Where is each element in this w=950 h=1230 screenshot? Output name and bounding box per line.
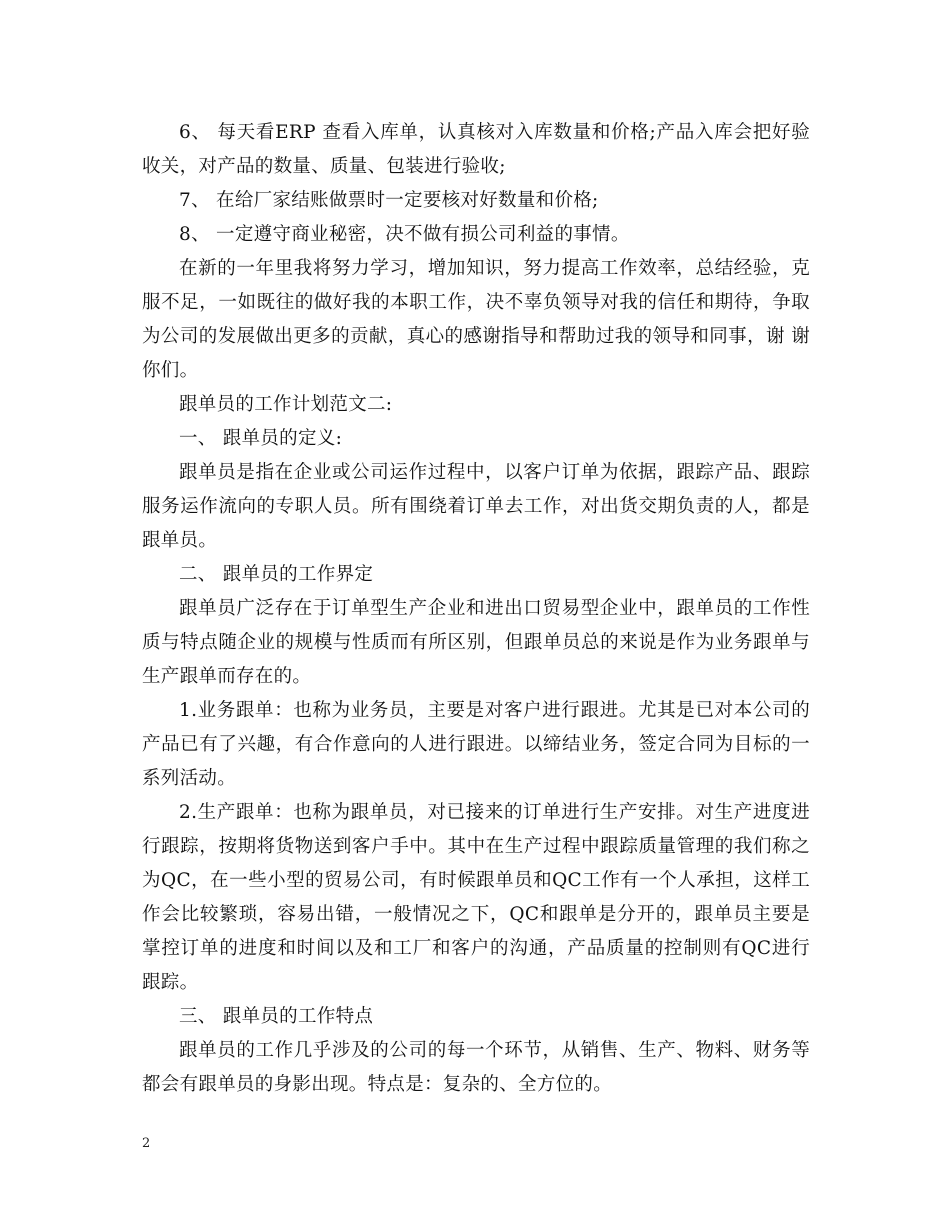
body-text [142, 116, 810, 1102]
paragraph-definition: 跟单员是指在企业或公司运作过程中，以客户订单为依据，跟踪产品、跟踪服务运作流向的专职人员。所有围绕着订单去工作，对出货交期负责的人，都是跟单员。 [142, 462, 810, 551]
paragraph-item-7: 7、 在给厂家结账做票时一定要核对好数量和价格; [179, 190, 599, 211]
page-number: 2 [142, 1136, 151, 1151]
paragraph-item-6: 6、 每天看ERP 查看入库单，认真核对入库数量和价格;产品入库会把好验收关，对产品的数量、质量、包装进行验收; [142, 122, 810, 177]
paragraph-business-follow-up: 1.业务跟单：也称为业务员，主要是对客户进行跟进。尤其是已对本公司的产品已有了兴趣，有合作意向的人进行跟进。以缔结业务，签定合同为目标的一系列活动。 [142, 700, 810, 789]
paragraph-item-8: 8、 一定遵守商业秘密，决不做有损公司利益的事情。 [179, 224, 630, 245]
heading-work-characteristics: 三、 跟单员的工作特点 [179, 1006, 374, 1027]
paragraph-new-year-commitment: 在新的一年里我将努力学习，增加知识，努力提高工作效率，总结经验，克服不足，一如既往的做好我的本职工作，决不辜负领导对我的信任和期待，争取 为公司的发展做出更多的贡献，真心的感谢指导和帮助过我的领导和同事，谢 谢你们。 [142, 258, 810, 381]
paragraph-work-scope: 跟单员广泛存在于订单型生产企业和进出口贸易型企业中，跟单员的工作性质与特点随企业的规模与性质而有所区别，但跟单员总的来说是作为业务跟单与生产跟单而存在的。 [142, 598, 810, 687]
paragraph-production-follow-up: 2.生产跟单：也称为跟单员，对已接来的订单进行生产安排。对生产进度进行跟踪，按期将货物送到客户手中。其中在生产过程中跟踪质量管理的我们称之为QC，在一些小型的贸易公司，有时候跟单员和QC工作有一个人承担，这样工作会比较繁琐，容易出错，一般情况之下，QC和跟单是分开的，跟单员主要是掌控订单的进度和时间以及和工厂和客户的沟通，产品质量的控制则有QC进行跟踪。 [142, 802, 810, 993]
heading-work-scope: 二、 跟单员的工作界定 [179, 564, 374, 585]
heading-definition: 一、 跟单员的定义: [179, 428, 343, 449]
paragraph-work-characteristics: 跟单员的工作几乎涉及的公司的每一个环节，从销售、生产、物料、财务等都会有跟单员的身影出现。特点是：复杂的、全方位的。 [142, 1040, 810, 1095]
section-title-sample-two: 跟单员的工作计划范文二: [179, 394, 393, 415]
